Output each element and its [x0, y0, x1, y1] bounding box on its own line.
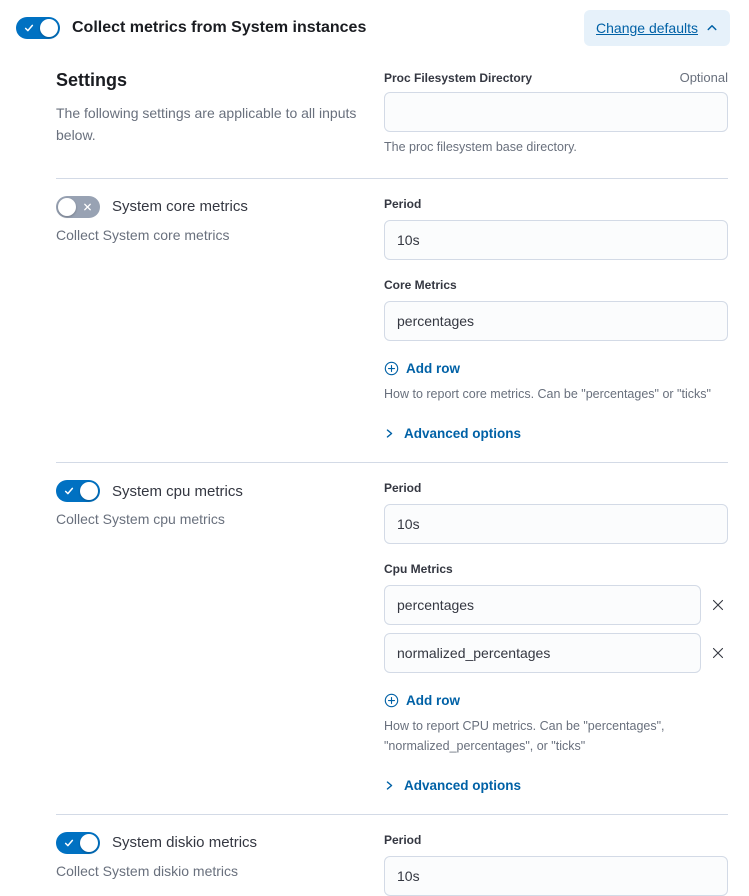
change-defaults-button[interactable]	[584, 10, 730, 46]
collect-metrics-toggle[interactable]	[16, 17, 60, 39]
cpu-metrics-toggle[interactable]	[56, 480, 100, 502]
cpu-period-label: Period	[384, 481, 422, 496]
cpu-add-row-label: Add row	[406, 693, 460, 709]
check-icon	[63, 485, 75, 497]
diskio-metrics-section	[56, 831, 728, 896]
optional-badge: Optional	[679, 70, 728, 85]
core-period-label: Period	[384, 196, 422, 211]
core-metrics-label: Core Metrics	[384, 277, 457, 292]
cpu-metric-input-2[interactable]	[384, 633, 701, 673]
header	[0, 0, 749, 56]
core-metrics-input[interactable]	[384, 301, 728, 341]
change-defaults-label: Change defaults	[596, 20, 698, 36]
diskio-period-label: Period	[384, 832, 422, 847]
diskio-period-group	[384, 831, 728, 896]
check-icon	[63, 837, 75, 849]
remove-row-button[interactable]	[710, 644, 728, 662]
chevron-right-icon	[384, 428, 395, 439]
check-icon	[23, 22, 35, 34]
proc-filesystem-label: Proc Filesystem Directory	[384, 71, 533, 85]
proc-filesystem-input[interactable]	[384, 92, 728, 132]
cpu-period-input[interactable]	[384, 504, 728, 544]
core-period-group	[384, 195, 728, 260]
chevron-up-icon	[706, 22, 718, 34]
diskio-metrics-title: System diskio metrics	[112, 834, 258, 852]
settings-fields	[384, 70, 728, 157]
plus-in-circle-icon	[384, 693, 399, 708]
cpu-metrics-label: Cpu Metrics	[384, 562, 453, 577]
cross-icon	[82, 201, 93, 212]
cpu-metrics-subtitle: Collect System cpu metrics	[56, 511, 225, 528]
settings-section	[56, 70, 728, 157]
divider	[56, 814, 728, 815]
core-advanced-options-label: Advanced options	[404, 426, 522, 442]
diskio-period-input[interactable]	[384, 856, 728, 896]
divider	[56, 178, 728, 179]
cpu-advanced-options-link[interactable]	[384, 778, 521, 793]
settings-heading: Settings	[56, 70, 128, 90]
cpu-metric-input-1[interactable]	[384, 585, 701, 625]
cpu-metrics-section	[56, 479, 728, 793]
core-add-row-button[interactable]	[384, 361, 460, 376]
diskio-metrics-subtitle: Collect System diskio metrics	[56, 862, 239, 879]
settings-description: The following settings are applicable to all inputs below.	[56, 105, 357, 143]
core-metrics-subtitle: Collect System core metrics	[56, 226, 230, 243]
core-period-input[interactable]	[384, 220, 728, 260]
diskio-metrics-toggle[interactable]	[56, 832, 100, 854]
page-title: Collect metrics from System instances	[72, 19, 367, 36]
toggle-knob	[58, 198, 76, 216]
toggle-knob	[40, 19, 58, 37]
core-metrics-section	[56, 195, 728, 441]
plus-in-circle-icon	[384, 361, 399, 376]
cpu-period-group	[384, 479, 728, 544]
cpu-add-row-button[interactable]	[384, 693, 460, 708]
settings-intro	[56, 70, 384, 157]
core-metrics-title: System core metrics	[112, 198, 248, 216]
core-metrics-help: How to report core metrics. Can be "percentages" or "ticks"	[384, 386, 711, 401]
divider	[56, 462, 728, 463]
toggle-knob	[80, 834, 98, 852]
proc-filesystem-group	[384, 70, 728, 157]
cpu-metrics-group	[384, 560, 728, 673]
core-metrics-toggle[interactable]	[56, 196, 100, 218]
toggle-knob	[80, 482, 98, 500]
core-advanced-options-link[interactable]	[384, 426, 521, 441]
core-add-row-label: Add row	[406, 360, 460, 376]
cpu-metrics-help: How to report CPU metrics. Can be "percentages", "normalized_percentages", or "ticks"	[384, 719, 665, 753]
cpu-metrics-title: System cpu metrics	[112, 482, 243, 500]
core-metrics-group	[384, 276, 728, 341]
remove-row-button[interactable]	[710, 596, 728, 614]
chevron-right-icon	[384, 780, 395, 791]
cpu-advanced-options-label: Advanced options	[404, 777, 522, 793]
cpu-metric-row	[384, 633, 728, 673]
proc-filesystem-help: The proc filesystem base directory.	[384, 140, 577, 154]
cpu-metric-row	[384, 585, 728, 625]
form-content	[0, 70, 749, 896]
